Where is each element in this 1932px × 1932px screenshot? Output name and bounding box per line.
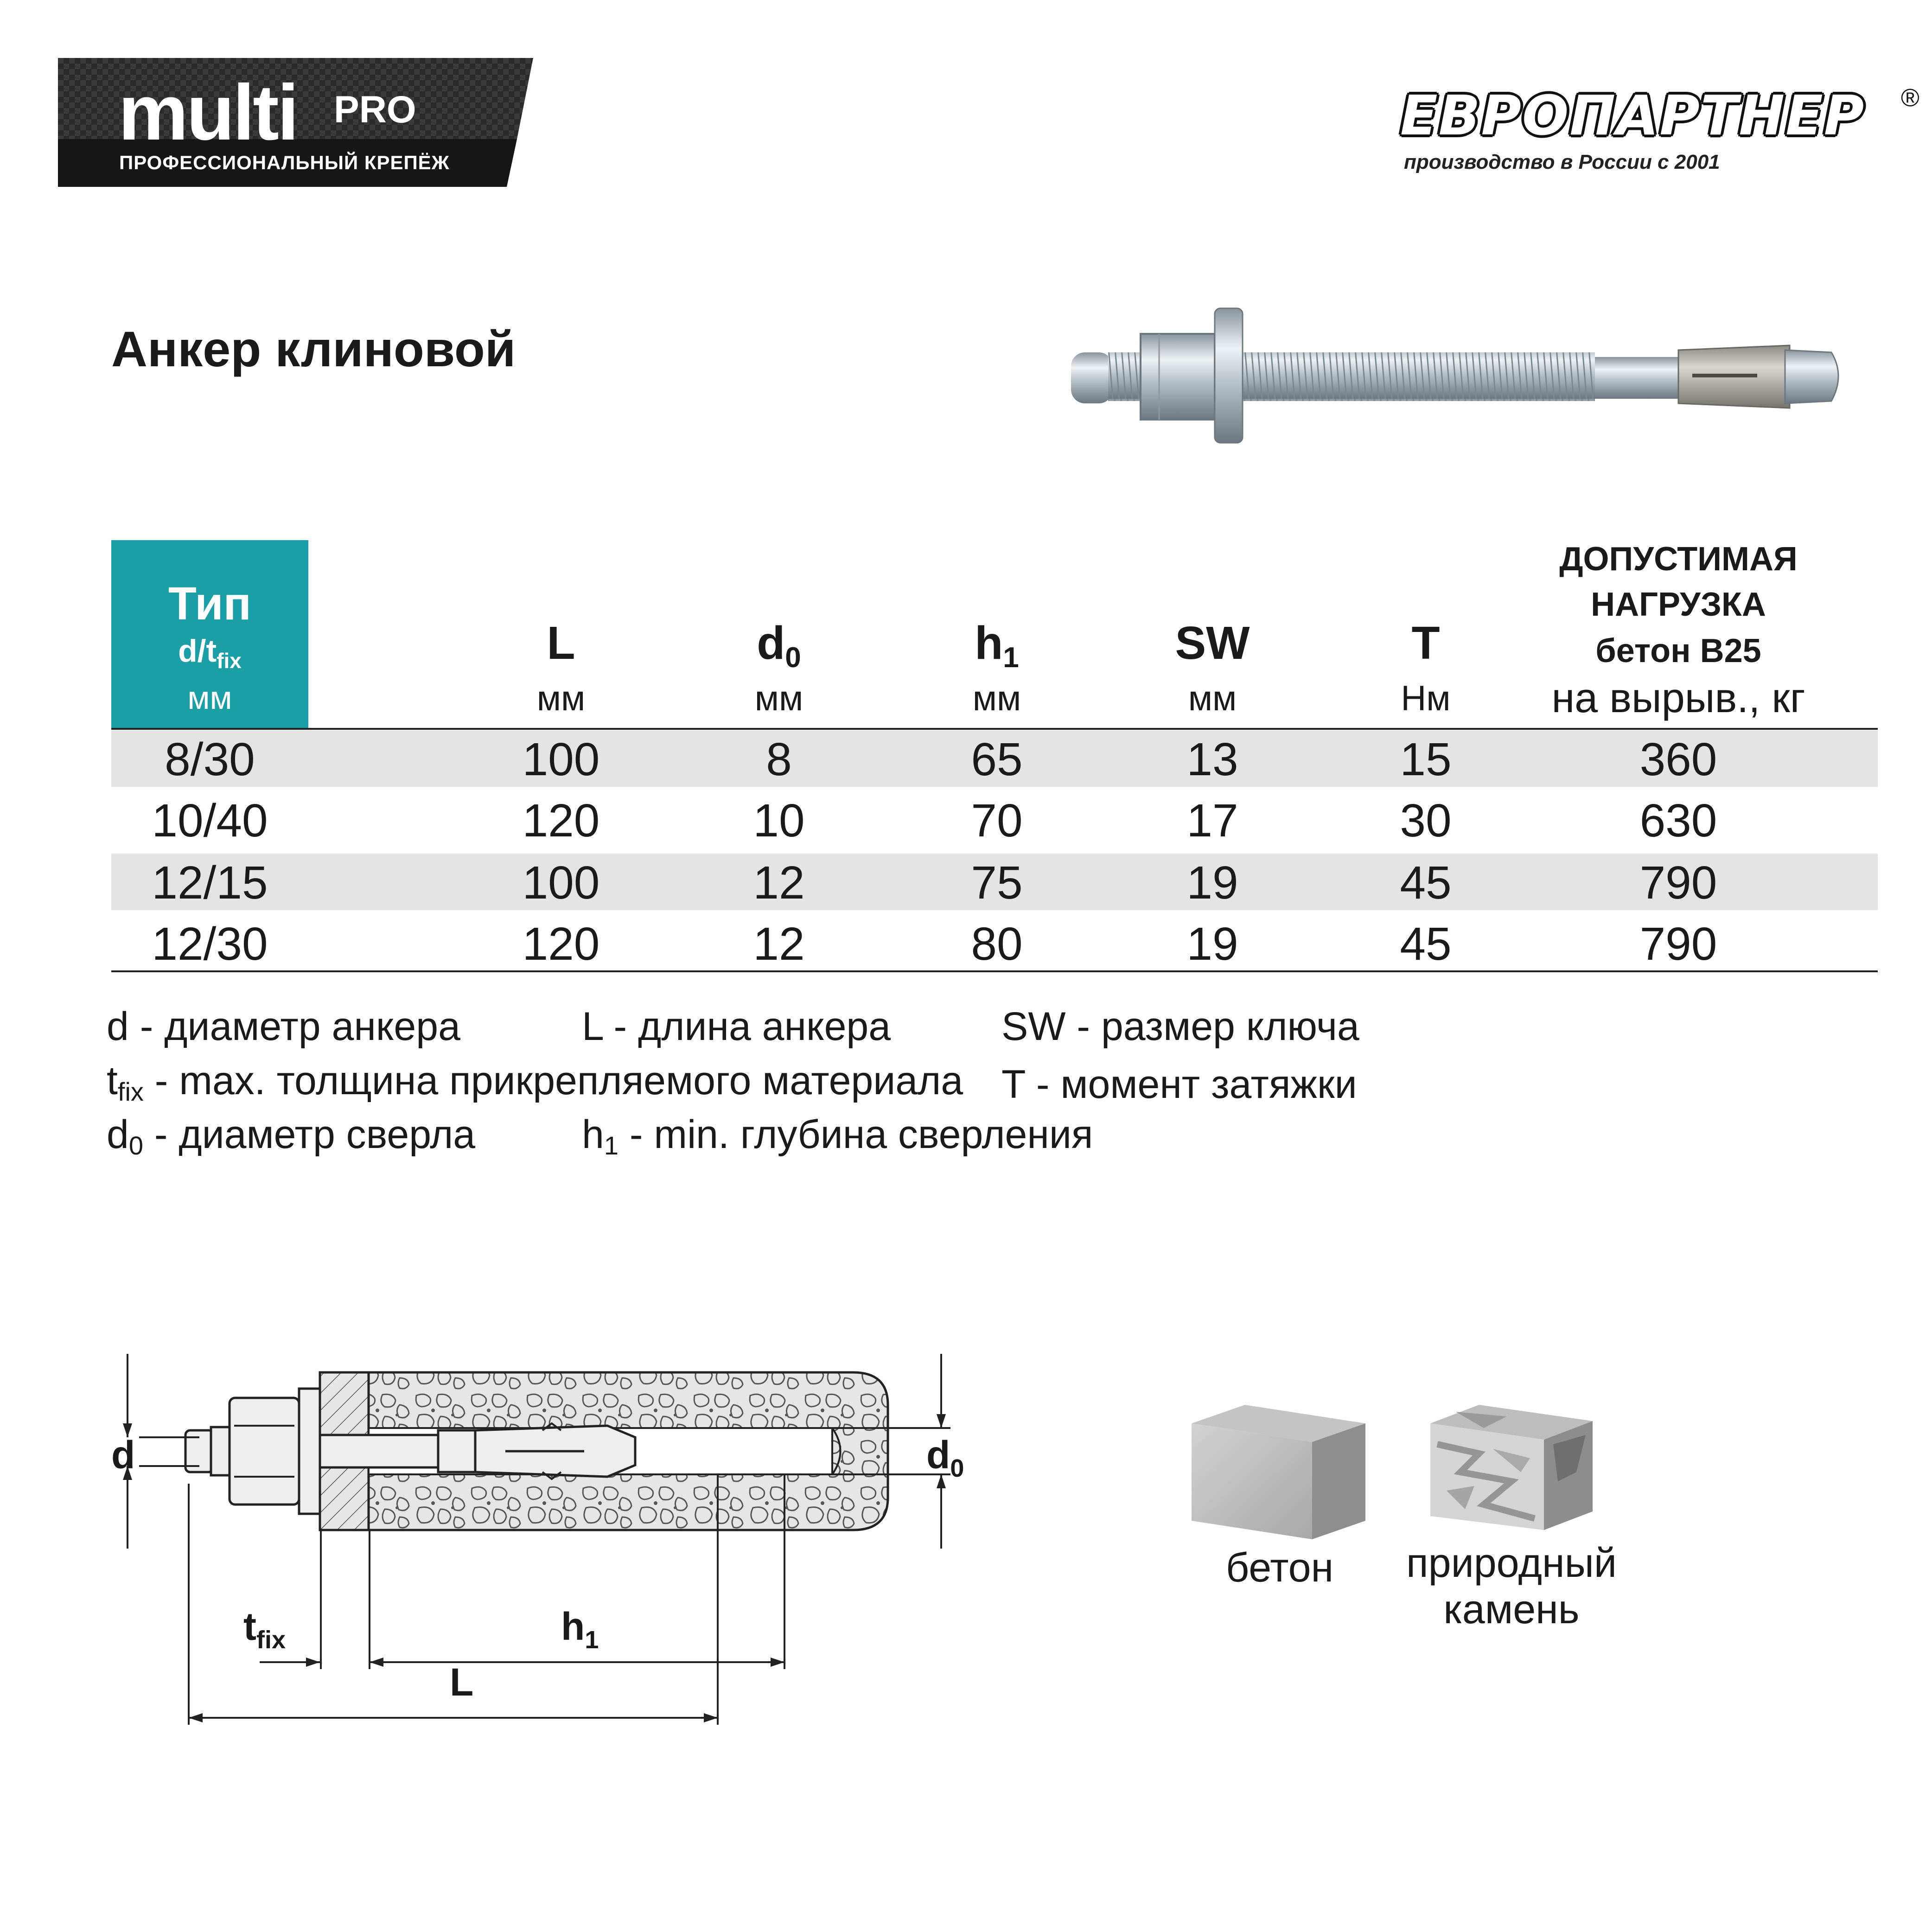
diagram-label-L: L	[450, 1660, 474, 1704]
legend-h1: $h_1$ - min. глубина сверления	[582, 1112, 1093, 1160]
natural-stone-icon	[1428, 1403, 1595, 1532]
material-label-stone-line1: природный	[1406, 1540, 1617, 1586]
registered-mark: ®	[1901, 84, 1919, 112]
multipro-logo	[58, 58, 533, 187]
diagram-label-d0: $d_0$	[926, 1433, 964, 1482]
legend-tfix: $t_{fix}$ - max. толщина прикрепляемого материала	[107, 1058, 963, 1106]
concrete-block-icon	[1189, 1403, 1370, 1542]
installation-diagram	[79, 1345, 974, 1739]
page-title: Анкер клиновой	[111, 321, 516, 377]
wedge-anchor-image	[1062, 287, 1850, 464]
type-header-unit: мм	[187, 680, 232, 716]
table-row: 12/30 120 12 80 19 45 790	[152, 918, 1717, 970]
spec-table: Тип $d/t_{fix}$ мм L мм d0 мм h1 мм SW мм T Нм ДОПУСТИМАЯ НАГРУЗКА бетон В25 на выр​ыв., кг 8/30 100 8 65 13 15 360 10/40 120 10 70 17 30 630 12/15 100 12 75 19 45 790 12/30 120 12 80 19 45 790	[111, 540, 1878, 971]
multi-wordmark: multi	[118, 69, 298, 157]
diagram-label-tfix: $t_{fix}$	[243, 1605, 286, 1654]
table-row: 10/40 120 10 70 17 30 630	[152, 795, 1717, 847]
legend-T: T - момент затяжки	[1001, 1062, 1357, 1107]
table-bottom-rule	[111, 970, 1878, 972]
legend-d: d - диаметр анкера	[107, 1004, 460, 1049]
header-divider	[111, 728, 1878, 730]
europartner-wordmark: ЕВРОПАРТНЕР	[1400, 83, 1865, 147]
material-label-stone-line2: камень	[1443, 1586, 1580, 1632]
installation-diagram-svg	[79, 1345, 974, 1739]
type-header-title: Тип	[168, 578, 252, 630]
legend-L: L - длина анкера	[582, 1004, 891, 1049]
europartner-subtitle: производство в России с 2001	[1404, 151, 1720, 173]
legend-sw: SW - размер ключа	[1001, 1004, 1359, 1049]
load-header-line2: НАГРУЗКА	[1591, 586, 1766, 623]
material-label-concrete: бетон	[1225, 1544, 1334, 1590]
load-header-line3: бетон В25	[1595, 632, 1761, 670]
load-header-line1: ДОПУСТИМАЯ	[1559, 541, 1798, 578]
europartner-logo	[1400, 83, 1924, 176]
pro-wordmark: PRO	[334, 89, 416, 131]
table-row: 8/30 100 8 65 13 15 360	[111, 730, 1878, 787]
type-header	[111, 540, 308, 728]
legend-d0: $d_0$ - диаметр сверла	[107, 1112, 476, 1160]
type-header-sub: $d/t_{fix}$	[178, 633, 242, 673]
load-header-unit: на выр​ыв., кг	[1551, 675, 1805, 721]
diagram-label-h1: $h_1$	[561, 1605, 599, 1654]
table-row: 12/15 100 12 75 19 45 790	[111, 854, 1878, 910]
multipro-tagline: ПРОФЕССИОНАЛЬНЫЙ КРЕПЁЖ	[119, 152, 450, 173]
diagram-label-d: d	[111, 1433, 135, 1477]
